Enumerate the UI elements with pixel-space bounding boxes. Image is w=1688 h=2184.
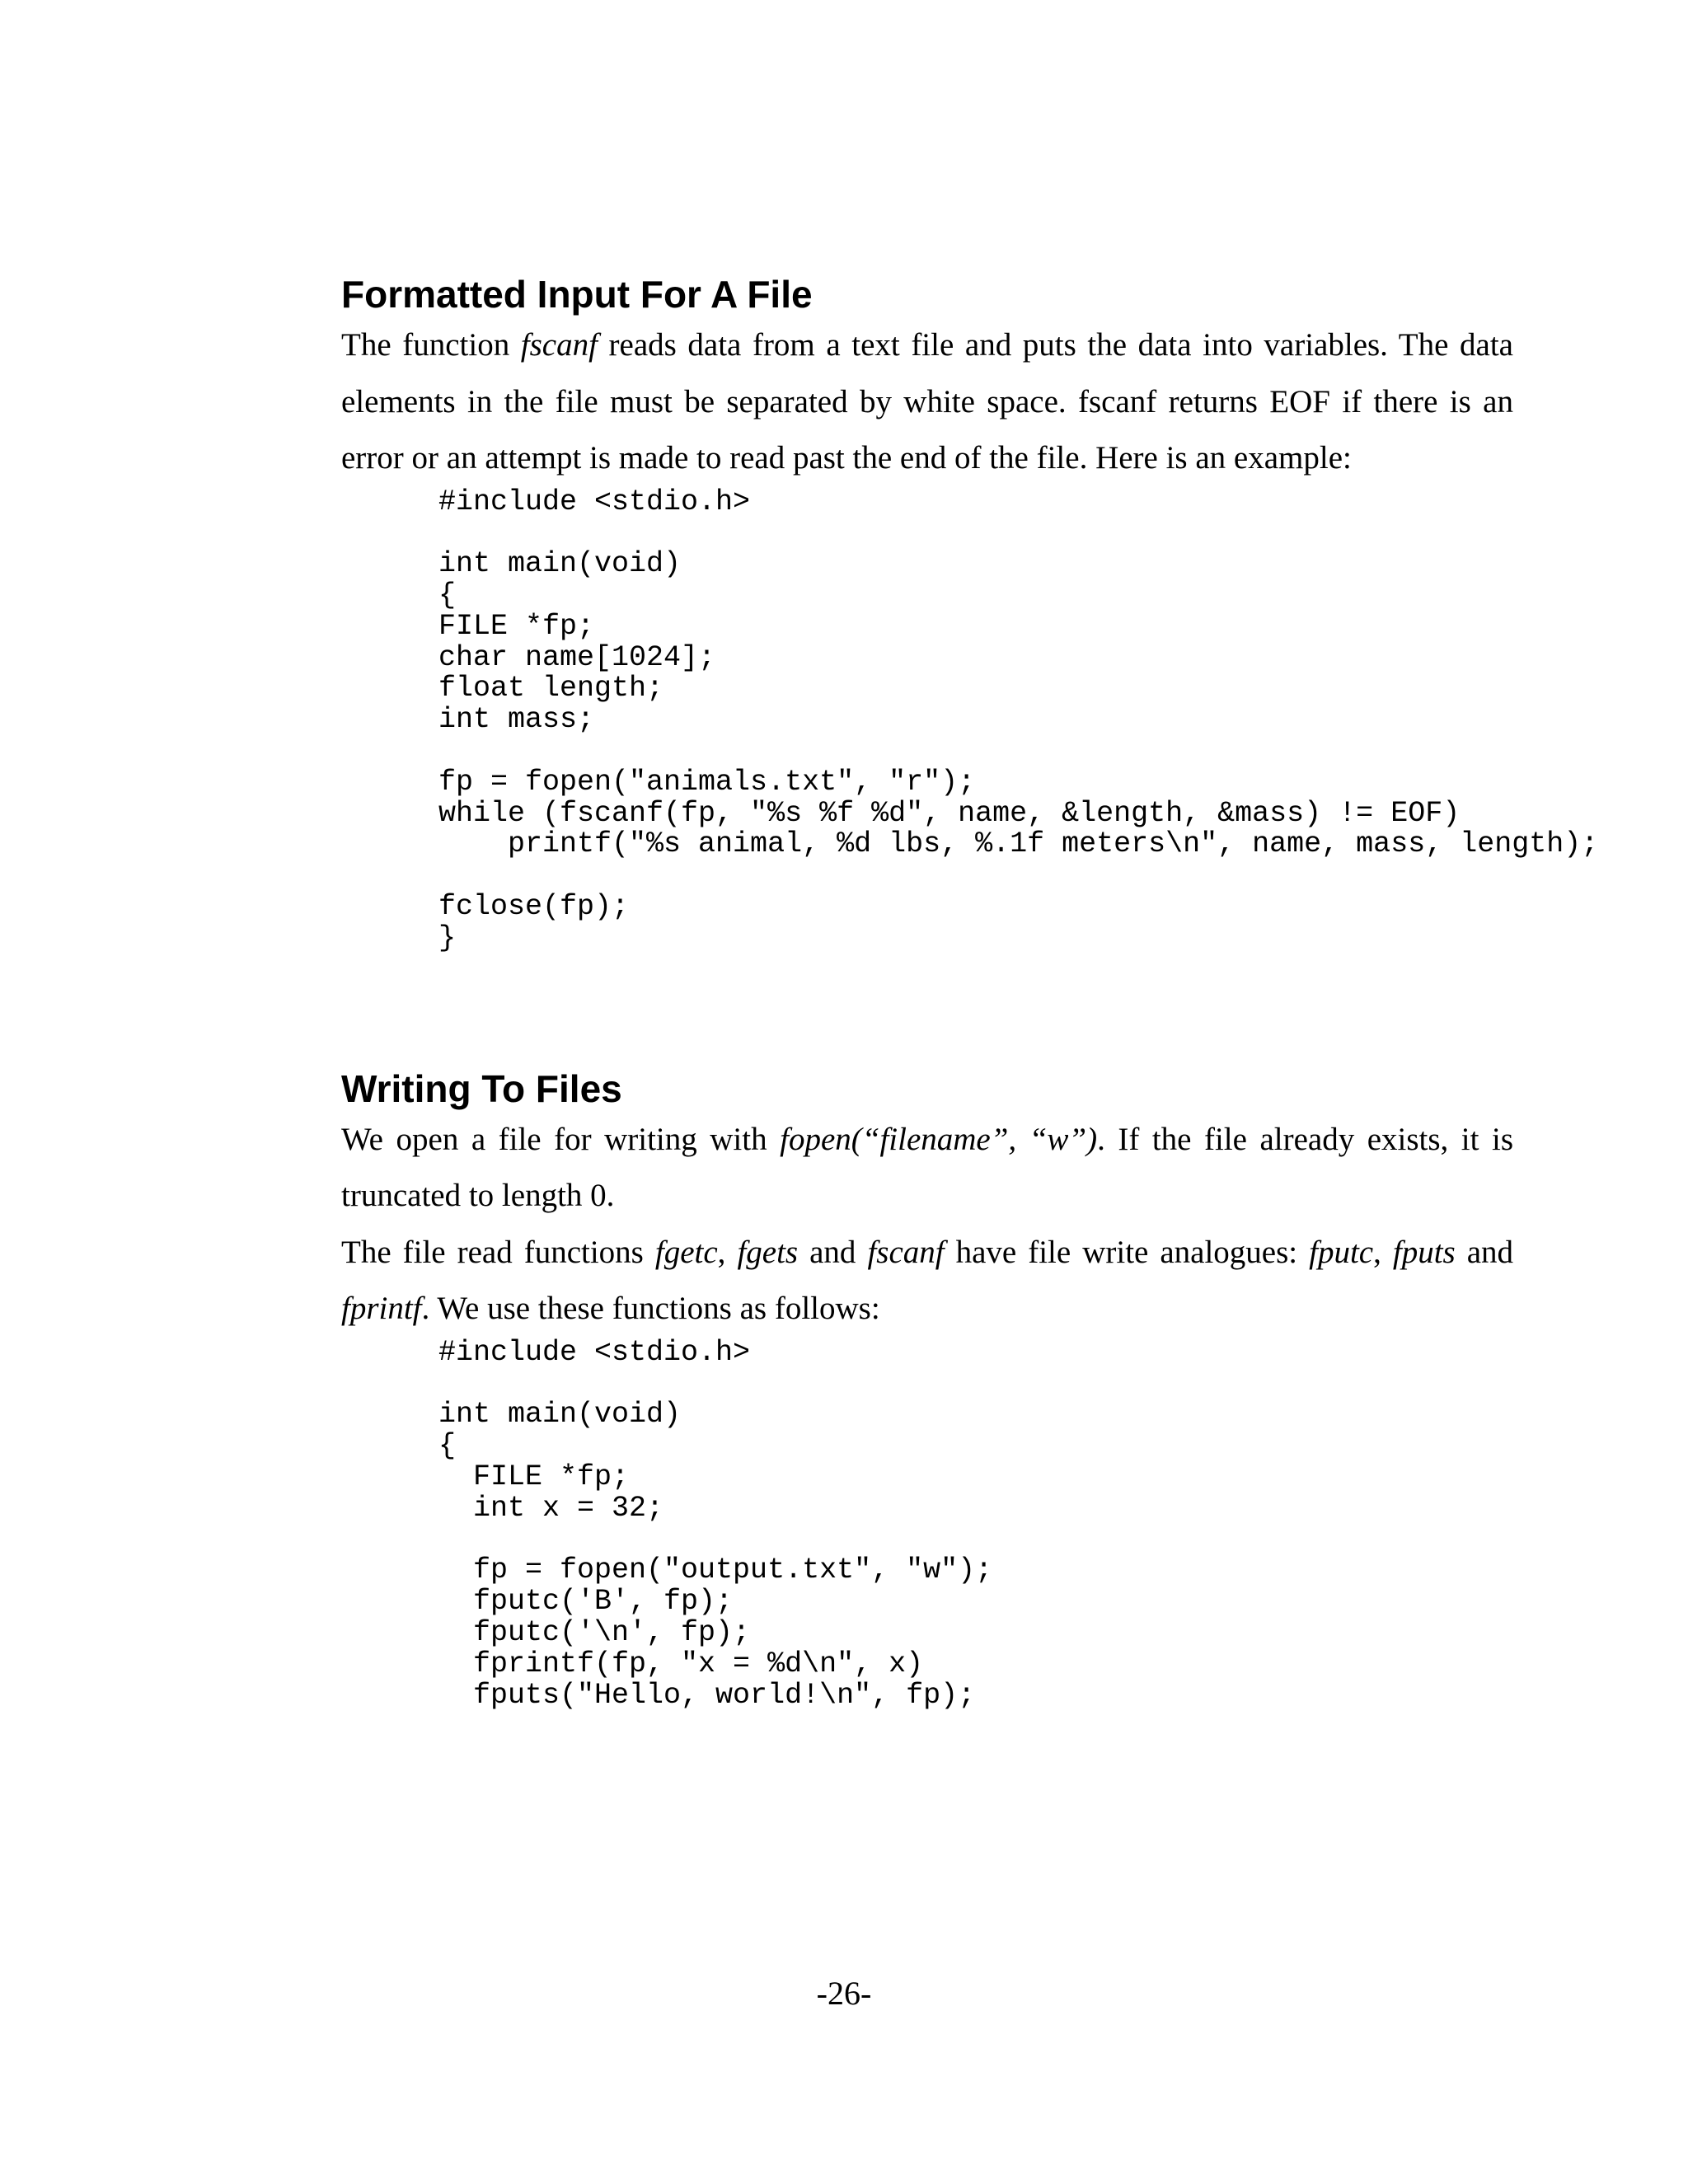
italic-term: fscanf [520, 327, 598, 363]
text-run: and [798, 1234, 868, 1270]
text-run: The file read functions [341, 1234, 655, 1270]
italic-term: fputs [1392, 1234, 1456, 1270]
text-run: . We use these functions as follows: [421, 1291, 880, 1327]
text-run: The function [341, 327, 521, 363]
code-block-write-example: #include <stdio.h> int main(void) { FILE *fp; int x = 32; fp = fopen("output.txt", "w"); fputc('B', fp); fputc('\n', fp); fprintf(fp, "x = %d\n", x) fputs("Hello, world!\n", fp); [438, 1335, 993, 1712]
section-heading-formatted-input: Formatted Input For A File [341, 273, 813, 316]
italic-term: fgetc [654, 1234, 718, 1270]
text-run: , [717, 1234, 738, 1270]
italic-term: fprintf [341, 1291, 422, 1327]
paragraph-fscanf-intro [341, 317, 1513, 487]
text-run: reads data from a text file and puts the data into variables. The data elements in the file must be separated by white space. fscanf returns EOF if there is an error or an attempt is made to read past the end of the file. Here is an example: [341, 327, 1513, 476]
italic-term: fscanf [867, 1234, 945, 1270]
italic-term: fputc [1309, 1234, 1374, 1270]
page-number: -26- [816, 1975, 872, 2012]
text-run: We open a file for writing with [341, 1121, 781, 1157]
italic-term: fopen(“filename”, “w”) [780, 1121, 1098, 1157]
text-run: and [1455, 1234, 1514, 1270]
paragraph-fopen-write [341, 1112, 1513, 1225]
text-run: . If the file already exists, it is truncated to length 0. [341, 1121, 1513, 1214]
text-run: have file write analogues: [944, 1234, 1310, 1270]
section-heading-writing-to-files: Writing To Files [341, 1066, 622, 1110]
page-content [341, 272, 1599, 1712]
code-block-fscanf-example: #include <stdio.h> int main(void) { FILE *fp; char name[1024]; float length; int mass; fp = fopen("animals.txt", "r"); while (fscanf(fp, "%s %f %d", name, &length, &mass) != EOF) printf("%s animal, %d lbs, %.1f meters\n", name, mass, length); fclose(fp); } [438, 485, 1599, 954]
paragraph-write-analogues [341, 1225, 1513, 1338]
text-run: , [1373, 1234, 1393, 1270]
italic-term: fgets [737, 1234, 799, 1270]
